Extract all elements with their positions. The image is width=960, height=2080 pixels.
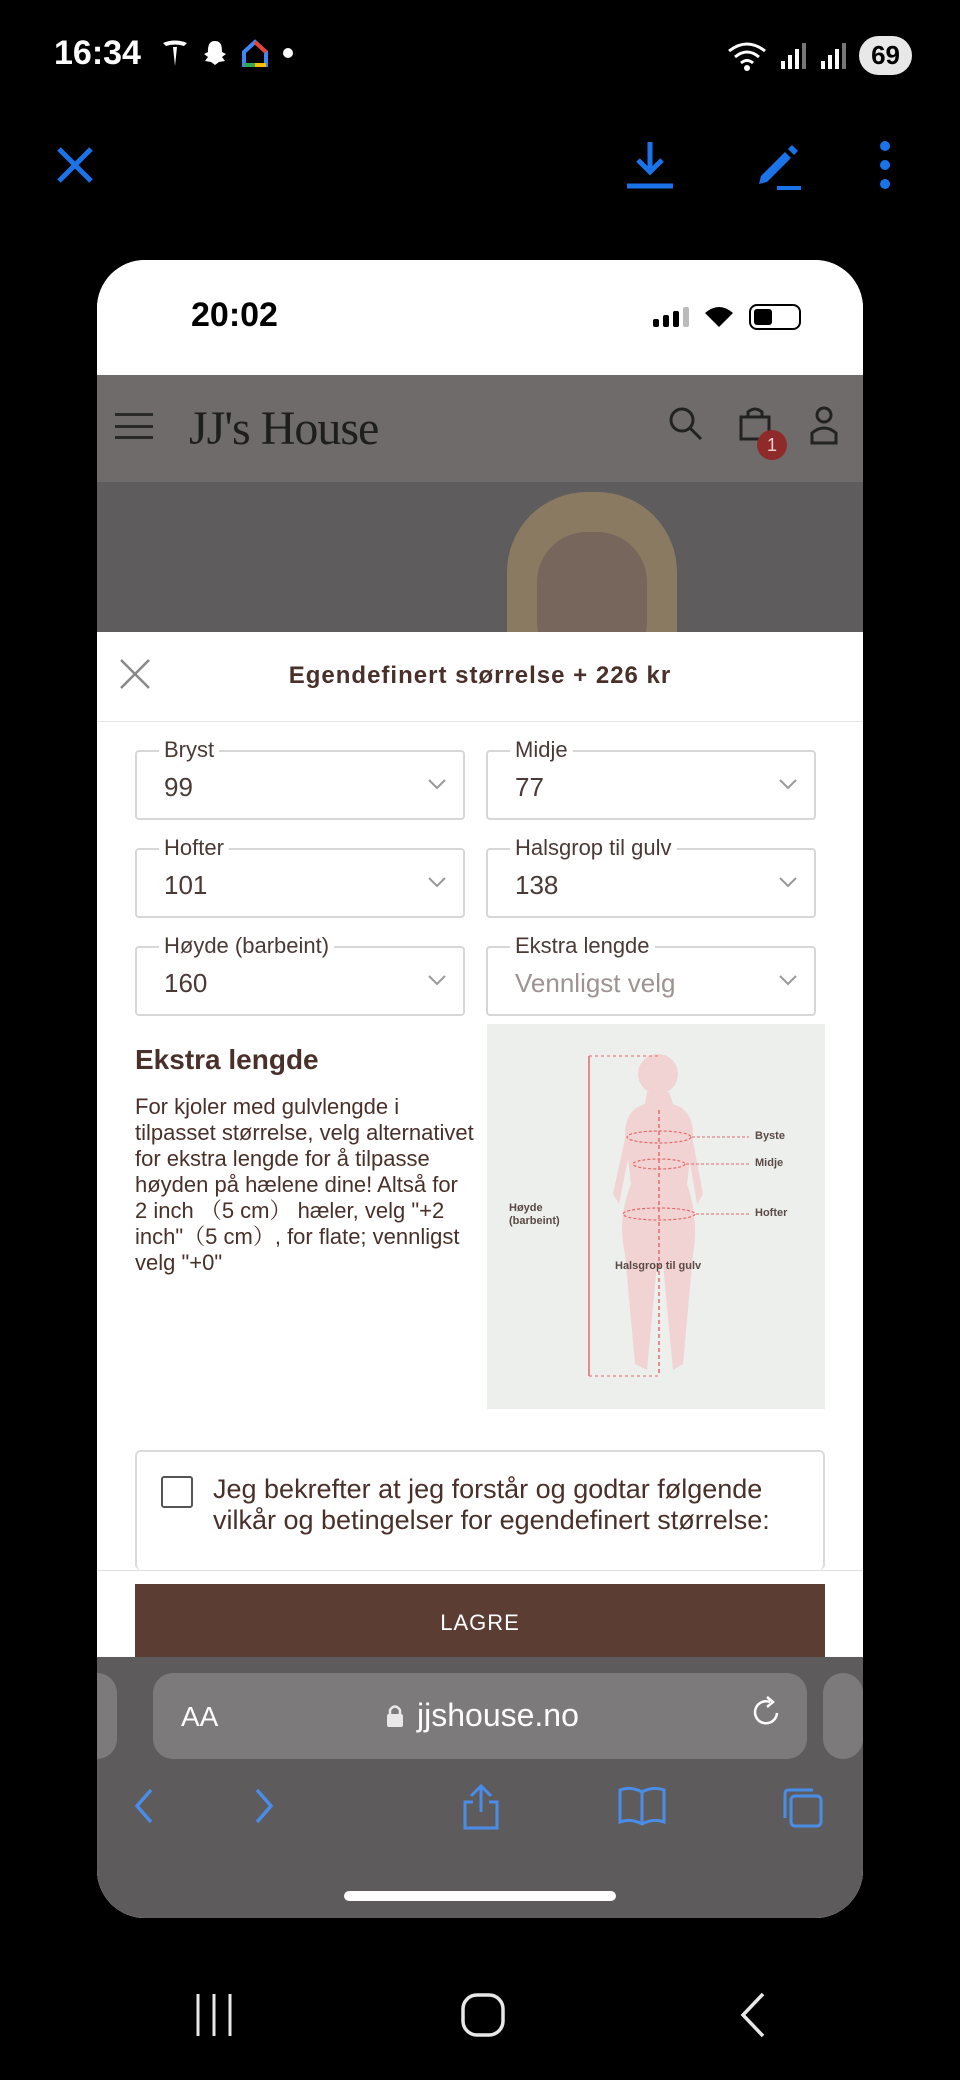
extra-length-description: For kjoler med gulvlengde i tilpasset størrelse, velg alternativet for ekstra lengde for å tilpasse høyden på hælene dine! Altså for 2 inch （5 cm） hæler, velg "+2 inch"（5 cm）, for flate; vennligst velg "+0" — [135, 1094, 474, 1275]
prev-tab-edge[interactable] — [97, 1673, 117, 1759]
diagram-label-hips: Hofter — [755, 1207, 788, 1219]
recents-icon[interactable] — [192, 1990, 236, 2040]
diagram-label-bust: Byste — [755, 1130, 785, 1142]
battery-badge: 69 — [859, 36, 912, 75]
search-icon[interactable] — [667, 405, 705, 453]
signal-icon — [779, 41, 807, 71]
next-tab-edge[interactable] — [823, 1673, 863, 1759]
field-value: 160 — [164, 968, 208, 998]
terms-box — [135, 1450, 825, 1570]
modal-title: Egendefinert størrelse + 226 kr — [288, 662, 672, 689]
back-icon[interactable] — [129, 1784, 159, 1828]
field-value: 138 — [515, 870, 559, 900]
tabs-icon[interactable] — [779, 1784, 827, 1832]
android-status-bar — [0, 0, 960, 110]
share-icon[interactable] — [459, 1784, 503, 1832]
safari-nav-row — [97, 1772, 863, 1842]
extra-length-heading: Ekstra lengde — [135, 1044, 319, 1075]
field-value: 99 — [164, 772, 193, 802]
edit-icon[interactable] — [748, 135, 808, 195]
hips-select[interactable] — [135, 835, 465, 918]
lock-icon — [385, 1703, 405, 1729]
hero-banner — [97, 482, 863, 632]
bookmarks-icon[interactable] — [617, 1784, 667, 1828]
diagram-label-height: Høyde (barbeint) — [509, 1202, 560, 1227]
save-button[interactable]: LAGRE — [135, 1584, 825, 1662]
chevron-down-icon — [427, 970, 447, 990]
signal-icon-2 — [819, 41, 847, 71]
chevron-down-icon — [778, 774, 798, 794]
menu-icon[interactable] — [115, 413, 153, 439]
field-label: Midje — [510, 737, 573, 763]
chevron-down-icon — [778, 872, 798, 892]
notification-icons — [160, 38, 296, 68]
battery-icon — [749, 304, 801, 330]
wifi-icon — [703, 305, 735, 329]
chevron-down-icon — [778, 970, 798, 990]
android-nav-bar — [0, 1980, 960, 2080]
ios-time: 20:02 — [191, 296, 278, 334]
waist-select[interactable] — [486, 737, 816, 820]
model-face — [537, 532, 647, 632]
extra-length-select[interactable] — [486, 933, 816, 1016]
chevron-down-icon — [427, 872, 447, 892]
tesla-icon — [160, 38, 190, 68]
site-header — [97, 375, 863, 482]
diagram-label-waist: Midje — [755, 1157, 784, 1169]
field-placeholder: Vennligst velg — [515, 968, 676, 998]
measurement-diagram — [487, 1024, 825, 1409]
back-nav-icon[interactable] — [735, 1990, 771, 2040]
field-value: 101 — [164, 870, 208, 900]
height-select[interactable] — [135, 933, 465, 1016]
bust-select[interactable] — [135, 737, 465, 820]
cellular-icon — [653, 307, 689, 327]
field-label: Hofter — [159, 835, 229, 861]
more-icon[interactable] — [855, 135, 915, 195]
diagram-label-hollow: Halsgrop til gulv — [615, 1260, 702, 1272]
home-icon[interactable] — [460, 1990, 506, 2040]
cart-count-badge: 1 — [757, 430, 787, 460]
status-right — [727, 36, 912, 75]
screenshot-image — [97, 260, 863, 1918]
field-value: 77 — [515, 772, 544, 802]
close-icon[interactable] — [45, 135, 105, 195]
viewer-toolbar — [0, 120, 960, 210]
field-label: Høyde (barbeint) — [159, 933, 334, 959]
home-indicator — [344, 1891, 616, 1901]
field-label: Ekstra lengde — [510, 933, 655, 959]
terms-text: Jeg bekrefter at jeg forstår og godtar følgende vilkår og betingelser for egendefinert størrelse: — [213, 1474, 770, 1535]
safari-toolbar — [97, 1657, 863, 1918]
download-icon[interactable] — [620, 135, 680, 195]
google-home-icon — [240, 38, 270, 68]
field-label: Halsgrop til gulv — [510, 835, 677, 861]
dot-icon — [280, 38, 296, 68]
ios-status-right — [653, 304, 801, 330]
field-label: Bryst — [159, 737, 219, 763]
reader-aa-button[interactable]: AA — [181, 1701, 219, 1732]
status-time: 16:34 — [54, 34, 141, 72]
modal-header — [97, 632, 863, 722]
reload-icon[interactable] — [751, 1695, 783, 1729]
account-icon[interactable] — [809, 405, 839, 455]
wifi-icon — [727, 41, 767, 71]
ios-status-bar — [97, 260, 863, 375]
url-text: jjshouse.no — [417, 1697, 579, 1733]
terms-checkbox[interactable] — [161, 1476, 193, 1508]
brand-logo[interactable]: JJ's House — [189, 402, 379, 455]
address-bar[interactable] — [153, 1673, 807, 1759]
snapchat-icon — [200, 38, 230, 68]
chevron-down-icon — [427, 774, 447, 794]
forward-icon[interactable] — [249, 1784, 279, 1828]
hollow-to-floor-select[interactable] — [486, 835, 816, 918]
